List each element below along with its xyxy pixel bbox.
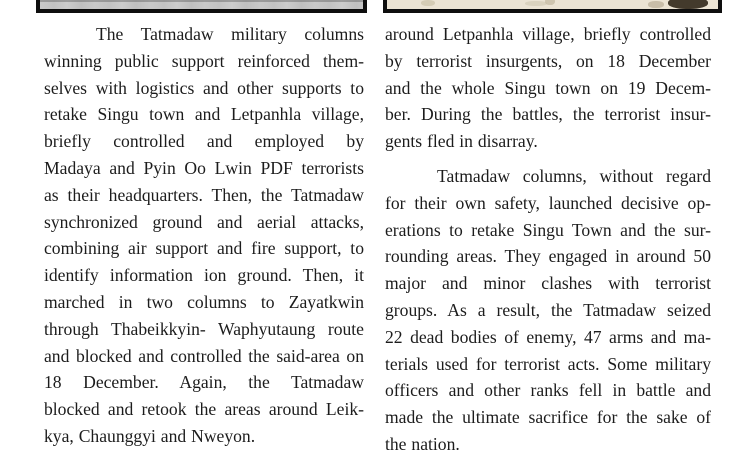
photo-bottom-edge-right xyxy=(383,0,722,13)
photo-detail-mark xyxy=(525,1,547,6)
text-line: Tatmadaw columns, without regard xyxy=(437,165,711,186)
text-line: and the whole Singu town on 19 Decem- xyxy=(385,77,711,98)
text-line: rounding areas. They engaged in around 50 xyxy=(385,246,711,267)
text-line: terials used for terrorist acts. Some military xyxy=(385,353,711,374)
text-line: 22 dead bodies of enemy, 47 arms and ma- xyxy=(385,326,711,347)
text-line: and blocked and controlled the said-area on xyxy=(44,345,364,366)
text-line: retake Singu town and Letpanhla village, xyxy=(44,104,364,125)
text-line: erations to retake Singu Town and the sur- xyxy=(385,219,711,240)
photo-content-left xyxy=(40,0,363,9)
text-line: briefly controlled and employed by xyxy=(44,131,364,152)
photo-bottom-edge-left xyxy=(36,0,367,13)
text-line: winning public support reinforced them- xyxy=(44,50,364,71)
text-line: by terrorist insurgents, on 18 December xyxy=(385,50,711,71)
photo-detail-mark xyxy=(648,1,664,8)
text-line: identify information ion ground. Then, it xyxy=(44,265,364,286)
text-line: through Thabeikkyin- Waphyutaung route xyxy=(44,318,364,339)
article-column-left xyxy=(44,21,364,450)
photo-detail-mark xyxy=(668,0,708,9)
text-line: as their headquarters. Then, the Tatmadaw xyxy=(44,184,364,205)
paragraph xyxy=(385,21,711,155)
text-line: Madaya and Pyin Oo Lwin PDF terrorists xyxy=(44,157,364,178)
text-line: gents fled in disarray. xyxy=(385,131,538,152)
text-line: made the ultimate sacrifice for the sake of xyxy=(385,407,711,428)
text-line: for their own safety, launched decisive op- xyxy=(385,192,711,213)
text-line: ber. During the battles, the terrorist insur- xyxy=(385,104,711,125)
text-line: officers and other ranks fell in battle and xyxy=(385,380,711,401)
text-line: around Letpanhla village, briefly controlled xyxy=(385,24,711,44)
photo-detail-mark xyxy=(421,0,435,6)
text-line: The Tatmadaw military columns xyxy=(96,24,364,44)
photo-detail-mark xyxy=(545,0,555,5)
paragraph xyxy=(44,21,364,450)
paragraph xyxy=(385,163,711,458)
text-line: groups. As a result, the Tatmadaw seized xyxy=(385,299,711,320)
text-line: marched in two columns to Zayatkwin xyxy=(44,291,364,312)
article-column-right xyxy=(385,21,711,458)
text-line: selves with logistics and other supports to xyxy=(44,77,364,98)
photo-content-right xyxy=(387,0,718,9)
text-line: 18 December. Again, the Tatmadaw xyxy=(44,372,364,393)
text-line: the nation. xyxy=(385,433,460,454)
text-line: kya, Chaunggyi and Nweyon. xyxy=(44,425,256,446)
text-line: blocked and retook the areas around Leik- xyxy=(44,399,364,420)
text-line: synchronized ground and aerial attacks, xyxy=(44,211,364,232)
text-line: combining air support and fire support, to xyxy=(44,238,364,259)
text-line: major and minor clashes with terrorist xyxy=(385,273,711,294)
